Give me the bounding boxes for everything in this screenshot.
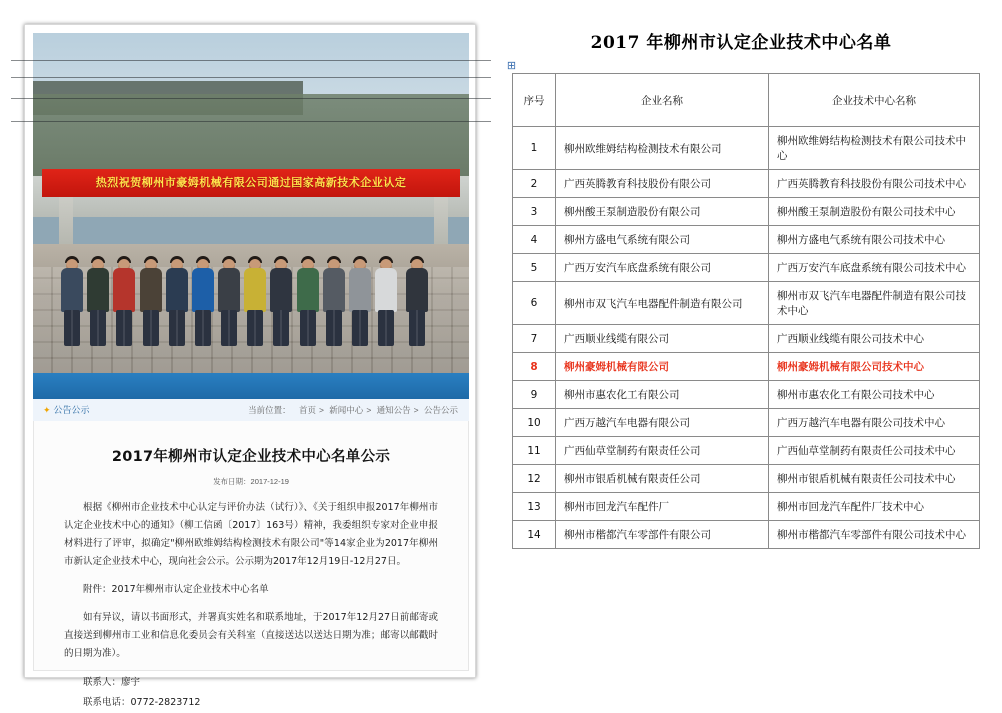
table-row[interactable]: [513, 493, 980, 521]
row-center-name: 广西顺业线缆有限公司技术中心: [769, 325, 980, 353]
row-center-name: 柳州市银盾机械有限责任公司技术中心: [769, 465, 980, 493]
table-row[interactable]: [513, 353, 980, 381]
table-row[interactable]: [513, 282, 980, 325]
table-row[interactable]: [513, 170, 980, 198]
notice-contact-person: 联系人：廖宇: [83, 677, 141, 688]
row-center-name: 广西仙草堂制药有限责任公司技术中心: [769, 437, 980, 465]
table-row[interactable]: [513, 198, 980, 226]
row-index: 9: [513, 381, 556, 409]
row-company-name: 柳州豪姆机械有限公司: [556, 353, 769, 381]
row-center-name: 柳州豪姆机械有限公司技术中心: [769, 353, 980, 381]
row-center-name: 柳州市双飞汽车电器配件制造有限公司技术中心: [769, 282, 980, 325]
row-center-name: 柳州市回龙汽车配件厂技术中心: [769, 493, 980, 521]
notice-paragraph-1: 根据《柳州市企业技术中心认定与评价办法（试行）》、《关于组织申报2017年柳州市认定企业技术中心的通知》（柳工信函〔2017〕163号）精神，我委组织专家对企业申报材料进行了评审，拟确定"柳州欧维姆结构检测技术有限公司"等14家企业为2017年柳州市新认定企业技术中心，现向社会公示。公示期为2017年12月19日-12月27日。: [64, 502, 438, 567]
left-document-card: [24, 24, 476, 708]
row-index: 14: [513, 521, 556, 549]
table-move-handle-icon[interactable]: ⊞: [506, 60, 517, 72]
breadcrumb-item-home[interactable]: 首页: [298, 405, 316, 415]
table-row[interactable]: [513, 409, 980, 437]
table-row[interactable]: [513, 254, 980, 282]
row-center-name: 柳州市惠农化工有限公司技术中心: [769, 381, 980, 409]
list-panel: [498, 18, 984, 684]
row-index: 6: [513, 282, 556, 325]
section-label: [43, 399, 90, 421]
breadcrumb-item-announcement[interactable]: 通知公告: [376, 405, 411, 415]
column-header-company: 企业名称: [556, 74, 769, 127]
photo-wire: [11, 98, 491, 99]
row-company-name: 广西万安汽车底盘系统有限公司: [556, 254, 769, 282]
notice-paragraph-3: 如有异议，请以书面形式，并署真实姓名和联系地址，于2017年12月27日前邮寄或直接送到柳州市工业和信息化委员会有关科室（直接送达以送达日期为准；邮寄以邮戳时的日期为准）。: [64, 612, 438, 659]
photo-wire: [11, 77, 491, 78]
row-company-name: 柳州市惠农化工有限公司: [556, 381, 769, 409]
notice-paragraph-2: 附件：2017年柳州市认定企业技术中心名单: [83, 584, 269, 595]
row-company-name: 柳州方盛电气系统有限公司: [556, 226, 769, 254]
row-index: 12: [513, 465, 556, 493]
breadcrumb-bar: [33, 399, 469, 422]
table-header-row: [513, 74, 980, 127]
row-company-name: 柳州市双飞汽车电器配件制造有限公司: [556, 282, 769, 325]
row-center-name: 柳州欧维姆结构检测技术有限公司技术中心: [769, 127, 980, 170]
notice-publish-date: 发布日期：2017-12-19: [213, 477, 289, 486]
row-company-name: 柳州市楷都汽车零部件有限公司: [556, 521, 769, 549]
row-company-name: 柳州市银盾机械有限责任公司: [556, 465, 769, 493]
row-index: 4: [513, 226, 556, 254]
row-company-name: 柳州欧维姆结构检测技术有限公司: [556, 127, 769, 170]
breadcrumb-item-public-notice[interactable]: 公告公示: [423, 405, 458, 415]
row-index: 5: [513, 254, 556, 282]
table-row[interactable]: [513, 381, 980, 409]
notice-title: 2017年柳州市认定企业技术中心名单公示: [111, 449, 391, 465]
row-company-name: 广西万越汽车电器有限公司: [556, 409, 769, 437]
table-row[interactable]: [513, 127, 980, 170]
section-label-text: 公告公示: [53, 405, 90, 415]
breadcrumb-prefix: 当前位置：: [248, 405, 291, 415]
row-center-name: 广西万安汽车底盘系统有限公司技术中心: [769, 254, 980, 282]
photo-wire: [11, 60, 491, 61]
notice-document: [33, 421, 469, 708]
row-index: 8: [513, 353, 556, 381]
photo-banner-text: 热烈祝贺柳州市豪姆机械有限公司通过国家高新技术企业认定: [42, 169, 461, 197]
table-row[interactable]: [513, 465, 980, 493]
row-index: 11: [513, 437, 556, 465]
company-tech-center-table: [512, 73, 980, 549]
table-row[interactable]: [513, 437, 980, 465]
column-header-index: 序号: [513, 74, 556, 127]
row-index: 3: [513, 198, 556, 226]
row-center-name: 广西英腾教育科技股份有限公司技术中心: [769, 170, 980, 198]
row-company-name: 广西英腾教育科技股份有限公司: [556, 170, 769, 198]
notice-contact-phone: 联系电话：0772-2823712: [83, 697, 201, 708]
column-header-center: 企业技术中心名称: [769, 74, 980, 127]
row-index: 7: [513, 325, 556, 353]
group-photo: [33, 33, 469, 373]
row-company-name: 柳州市回龙汽车配件厂: [556, 493, 769, 521]
row-index: 2: [513, 170, 556, 198]
row-index: 10: [513, 409, 556, 437]
table-row[interactable]: [513, 325, 980, 353]
star-icon: ✦: [43, 405, 51, 415]
photo-people-group: [33, 189, 469, 345]
table-wrap: [498, 60, 984, 549]
row-center-name: 柳州酸王泵制造股份有限公司技术中心: [769, 198, 980, 226]
table-row[interactable]: [513, 226, 980, 254]
breadcrumb: 当前位置： 首页 > 新闻中心 > 通知公告 > 公告公示: [248, 405, 458, 415]
list-title: 2017 年柳州市认定企业技术中心名单: [590, 33, 892, 53]
row-index: 13: [513, 493, 556, 521]
row-center-name: 广西万越汽车电器有限公司技术中心: [769, 409, 980, 437]
row-center-name: 柳州市楷都汽车零部件有限公司技术中心: [769, 521, 980, 549]
row-index: 1: [513, 127, 556, 170]
row-center-name: 柳州方盛电气系统有限公司技术中心: [769, 226, 980, 254]
table-row[interactable]: [513, 521, 980, 549]
row-company-name: 柳州酸王泵制造股份有限公司: [556, 198, 769, 226]
breadcrumb-item-news[interactable]: 新闻中心: [329, 405, 364, 415]
table-body: [513, 127, 980, 549]
photo-wire: [11, 121, 491, 122]
row-company-name: 广西顺业线缆有限公司: [556, 325, 769, 353]
row-company-name: 广西仙草堂制药有限责任公司: [556, 437, 769, 465]
site-header-band: [33, 373, 469, 399]
